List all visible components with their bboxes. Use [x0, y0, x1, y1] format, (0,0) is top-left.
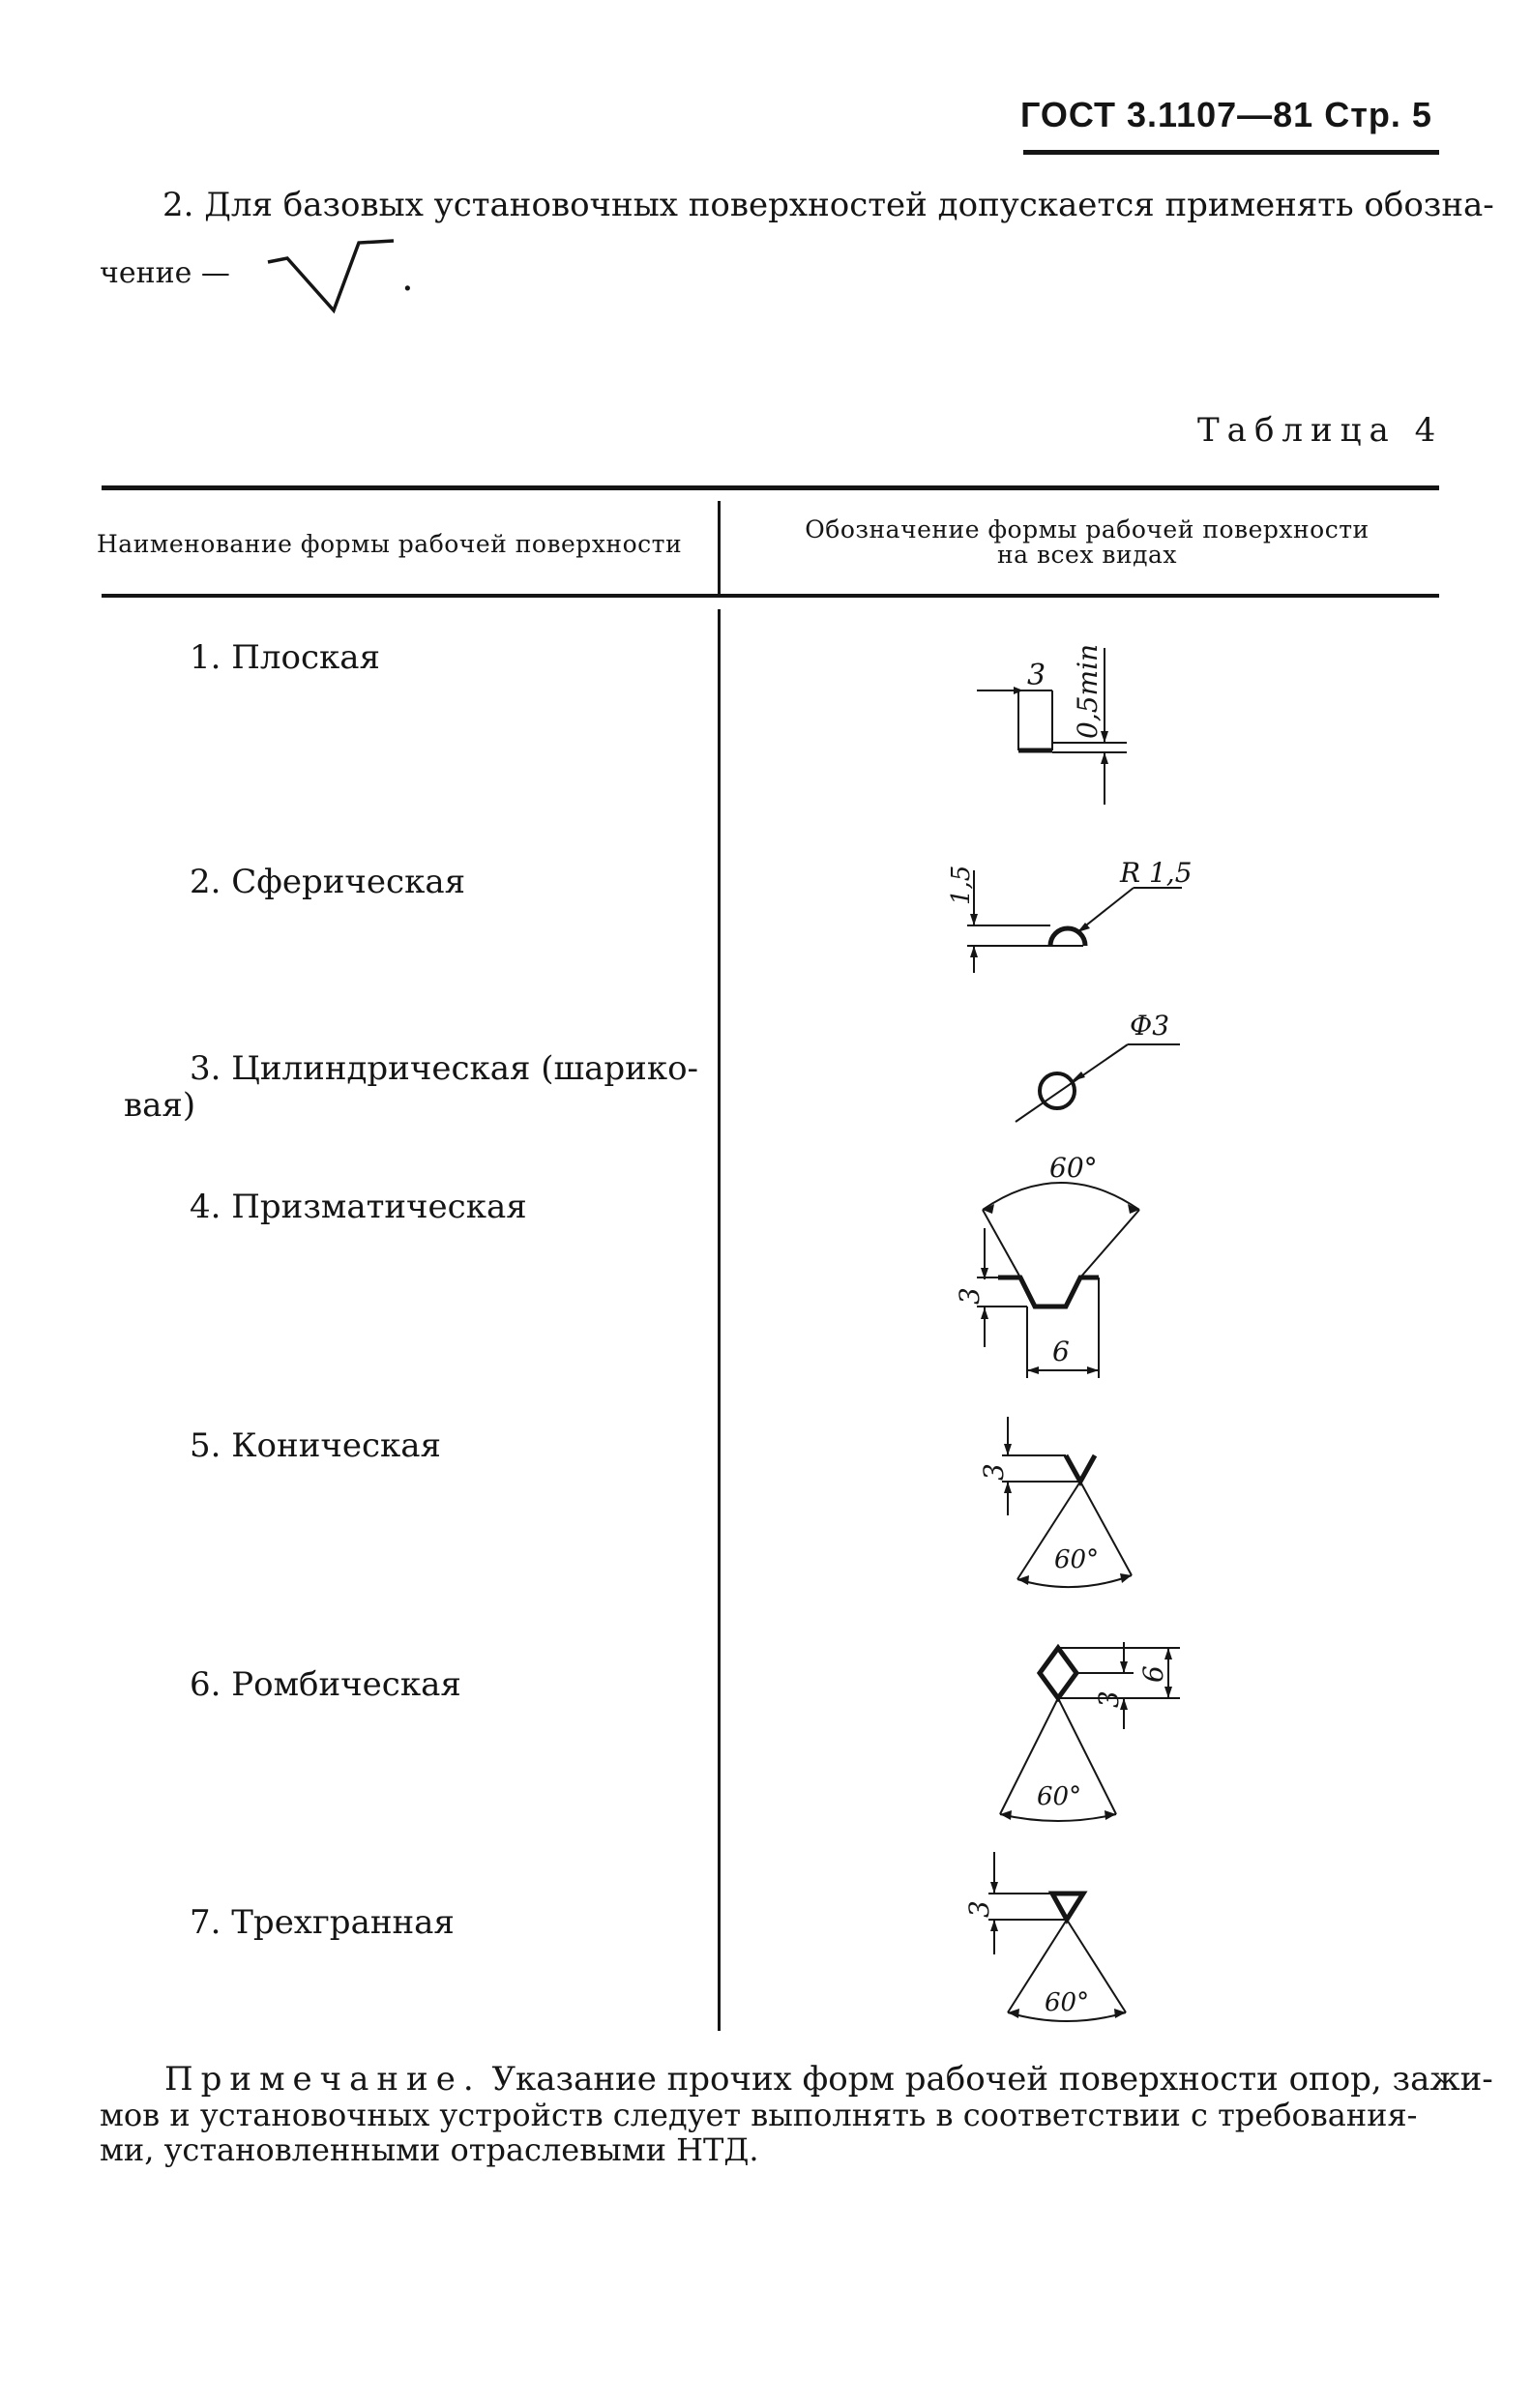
paragraph-2-line-2: чение —: [100, 256, 230, 290]
prismatic-dim-angle: 60°: [1049, 1152, 1098, 1184]
table-header-divider: [718, 501, 721, 598]
row-label-cylindrical: 3. Цилиндрическая (шарико-: [190, 1049, 699, 1088]
table-header-rule: [102, 594, 1439, 598]
spherical-dim-r: R 1,5: [1120, 857, 1193, 889]
spherical-dim-h: 1,5: [947, 865, 976, 905]
row-label-flat: 1. Плоская: [190, 638, 380, 677]
conical-surface-symbol: [948, 1407, 1161, 1604]
trihedral-dim-angle: 60°: [1045, 1988, 1090, 2017]
page-header: ГОСТ 3.1107—81 Стр. 5: [1020, 95, 1432, 134]
cylindrical-surface-symbol: [1006, 1006, 1199, 1145]
rhombic-dim-6: 6: [1137, 1665, 1169, 1683]
note-line-1: [164, 2060, 1493, 2099]
base-surface-symbol: [266, 237, 401, 318]
note-line-2: мов и установочных устройств следует выполнять в соответствии с требования-: [100, 2097, 1418, 2133]
table-header-symbol: [735, 517, 1439, 568]
rhombic-dim-3: 3: [1093, 1690, 1125, 1708]
prismatic-dim-h: 3: [954, 1287, 986, 1305]
table-header-symbol-line-2: на всех видах: [996, 541, 1178, 569]
note-label: Примечание.: [164, 2060, 482, 2099]
header-rule: [1023, 150, 1439, 155]
spherical-surface-symbol: [928, 841, 1199, 990]
trihedral-surface-symbol: [938, 1842, 1151, 2040]
cylindrical-dim-d: Ф3: [1130, 1010, 1170, 1042]
prismatic-dim-w: 6: [1052, 1336, 1070, 1367]
table-header-name: Наименование формы рабочей поверхности: [97, 530, 683, 558]
paragraph-2-end: .: [401, 255, 414, 300]
table-top-rule: [102, 485, 1439, 490]
row-label-trihedral: 7. Трехгранная: [190, 1903, 455, 1942]
row-label-conical: 5. Коническая: [190, 1426, 441, 1465]
flat-surface-symbol: [967, 629, 1161, 816]
conical-dim-angle: 60°: [1054, 1545, 1100, 1574]
conical-dim-h: 3: [978, 1463, 1010, 1481]
prismatic-surface-symbol: [928, 1146, 1161, 1401]
row-label-cylindrical-cont: вая): [124, 1086, 196, 1125]
table-caption: Таблица 4: [1197, 411, 1444, 450]
rhombic-dim-angle: 60°: [1037, 1782, 1082, 1811]
table-column-divider: [718, 609, 721, 2031]
note-text-1: Указание прочих форм рабочей поверхности опор, зажи-: [491, 2060, 1493, 2099]
row-label-rhombic: 6. Ромбическая: [190, 1665, 461, 1704]
flat-dim-3: 3: [1027, 659, 1046, 692]
rhombic-surface-symbol: [977, 1625, 1209, 1832]
paragraph-2-line-1: 2. Для базовых установочных поверхностей допускается применять обозна-: [162, 186, 1494, 224]
row-label-spherical: 2. Сферическая: [190, 863, 466, 901]
row-label-prismatic: 4. Призматическая: [190, 1188, 527, 1226]
flat-dim-min: 0,5min: [1072, 643, 1104, 739]
trihedral-dim-h: 3: [963, 1900, 995, 1918]
note-line-3: ми, установленными отраслевыми НТД.: [100, 2131, 759, 2168]
table-header-symbol-line-1: Обозначение формы рабочей поверхности: [805, 515, 1370, 543]
